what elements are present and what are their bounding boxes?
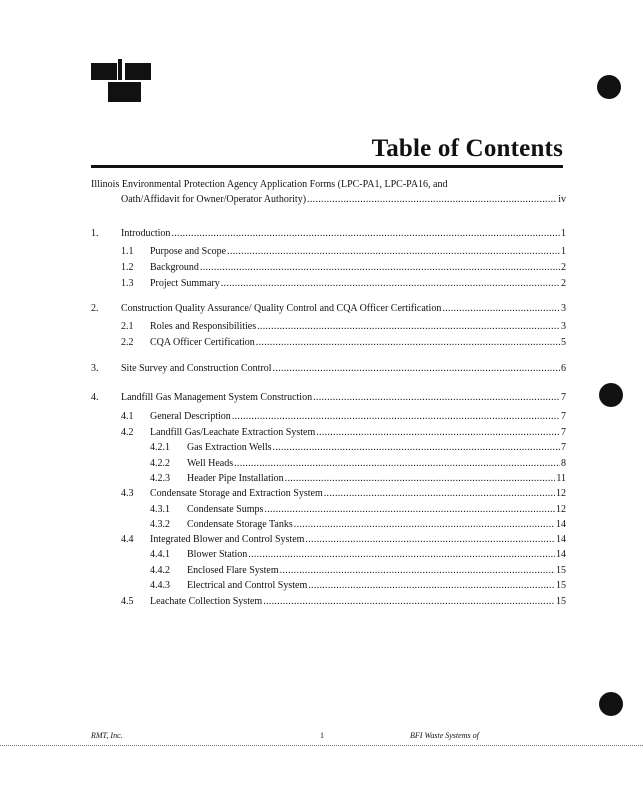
toc-leader xyxy=(308,579,555,593)
toc-entry-label: Condensate Sumps xyxy=(187,504,264,515)
toc-entry-label: Integrated Blower and Control System xyxy=(150,534,305,545)
toc-entry-page: 14 xyxy=(556,519,566,530)
toc-entry-page: 11 xyxy=(556,473,566,484)
toc-entry-page: 2 xyxy=(561,278,566,289)
toc-entry-forms-line2-row xyxy=(91,193,566,207)
toc-entry[interactable] xyxy=(91,227,566,241)
toc-entry[interactable] xyxy=(91,441,566,455)
toc-entry-label: Landfill Gas/Leachate Extraction System xyxy=(150,427,316,438)
toc-entry-label: Gas Extraction Wells xyxy=(187,442,272,453)
toc-entry[interactable] xyxy=(91,518,566,532)
toc-entry-page: 15 xyxy=(556,596,566,607)
toc-entry-number: 4. xyxy=(91,392,99,403)
toc-entry-page: 7 xyxy=(561,442,566,453)
toc-leader xyxy=(316,426,560,440)
toc-entry[interactable] xyxy=(91,261,566,275)
toc-entry-number: 1.2 xyxy=(121,262,134,273)
punch-hole-middle xyxy=(599,383,623,407)
toc-entry-number: 4.4.2 xyxy=(150,565,170,576)
toc-entry-number: 4.2.3 xyxy=(150,473,170,484)
toc-leader xyxy=(234,457,560,471)
toc-entry-number: 4.3.2 xyxy=(150,519,170,530)
toc-leader xyxy=(273,441,560,455)
toc-entry-label: Background xyxy=(150,262,199,273)
toc-entry[interactable] xyxy=(91,548,566,562)
toc-entry-label: Introduction xyxy=(121,228,171,239)
toc-entry-label: Well Heads xyxy=(187,458,234,469)
toc-entry-number: 4.4.1 xyxy=(150,549,170,560)
toc-entry-label: Construction Quality Assurance/ Quality Control and CQA Officer Certification xyxy=(121,303,442,314)
toc-entry-page: 7 xyxy=(561,392,566,403)
toc-entry-label: Purpose and Scope xyxy=(150,246,227,257)
toc-entry-forms-line2: Oath/Affidavit for Owner/Operator Authority) xyxy=(121,194,307,205)
toc-entry-label: Enclosed Flare System xyxy=(187,565,279,576)
toc-leader xyxy=(324,487,555,501)
toc-entry-number: 2.1 xyxy=(121,321,134,332)
toc-entry-number: 1. xyxy=(91,228,99,239)
toc-leader xyxy=(285,472,556,486)
toc-entry-label: Roles and Responsibilities xyxy=(150,321,257,332)
toc-entry-forms-line1: Illinois Environmental Protection Agency Application Forms (LPC-PA1, LPC-PA16, and xyxy=(91,179,448,190)
toc-entry-number: 2. xyxy=(91,303,99,314)
toc-leader xyxy=(273,362,560,376)
toc-entry-number: 4.5 xyxy=(121,596,134,607)
toc-leader xyxy=(227,245,560,259)
toc-leader xyxy=(305,533,555,547)
toc-entry-page: 6 xyxy=(561,363,566,374)
footer-page-number: 1 xyxy=(320,731,324,740)
toc-entry[interactable] xyxy=(91,277,566,291)
toc-entry-page: 14 xyxy=(556,549,566,560)
toc-entry-page: 3 xyxy=(561,303,566,314)
toc-entry-number: 3. xyxy=(91,363,99,374)
title-rule xyxy=(91,165,563,168)
toc-entry-label: Blower Station xyxy=(187,549,248,560)
toc-leader xyxy=(294,518,555,532)
toc-entry-page: 3 xyxy=(561,321,566,332)
toc-entry-page: 1 xyxy=(561,246,566,257)
toc-leader xyxy=(248,548,555,562)
toc-leader xyxy=(264,503,555,517)
toc-entry-page: 12 xyxy=(556,488,566,499)
toc-leader xyxy=(257,320,560,334)
footer-left: RMT, Inc. xyxy=(91,731,123,740)
toc-entry-page: 2 xyxy=(561,262,566,273)
toc-entry-label: Electrical and Control System xyxy=(187,580,308,591)
toc-leader xyxy=(200,261,560,275)
toc-entry-label: Condensate Storage Tanks xyxy=(187,519,293,530)
toc-entry-page: 7 xyxy=(561,411,566,422)
toc-entry[interactable] xyxy=(91,362,566,376)
toc-entry[interactable] xyxy=(91,245,566,259)
toc-leader xyxy=(221,277,560,291)
company-logo xyxy=(91,59,151,103)
toc-entry[interactable] xyxy=(91,533,566,547)
toc-entry-number: 1.1 xyxy=(121,246,134,257)
toc-entry-label: Leachate Collection System xyxy=(150,596,263,607)
toc-entry-number: 4.2.2 xyxy=(150,458,170,469)
toc-entry[interactable] xyxy=(91,302,566,316)
toc-entry-page: 12 xyxy=(556,504,566,515)
toc-entry-number: 4.4.3 xyxy=(150,580,170,591)
toc-entry-label: CQA Officer Certification xyxy=(150,337,255,348)
toc-entry-number: 4.4 xyxy=(121,534,134,545)
toc-entry-number: 4.3 xyxy=(121,488,134,499)
toc-entry-number: 4.2.1 xyxy=(150,442,170,453)
toc-entry[interactable] xyxy=(91,336,566,350)
toc-entry[interactable] xyxy=(91,320,566,334)
toc-page-forms: iv xyxy=(558,194,566,205)
toc-leader xyxy=(442,302,560,316)
toc-entry[interactable] xyxy=(91,595,566,609)
toc-entry-forms[interactable] xyxy=(91,178,566,205)
toc-leader xyxy=(171,227,560,241)
toc-entry[interactable] xyxy=(91,472,566,486)
toc-entry-page: 14 xyxy=(556,534,566,545)
punch-hole-bottom xyxy=(599,692,623,716)
toc-entry-number: 2.2 xyxy=(121,337,134,348)
toc-entry-number: 1.3 xyxy=(121,278,134,289)
toc-entry-label: General Description xyxy=(150,411,231,422)
toc-entry-page: 15 xyxy=(556,565,566,576)
toc-entry-label: Project Summary xyxy=(150,278,220,289)
toc-leader xyxy=(256,336,560,350)
toc-entry-label: Landfill Gas Management System Construction xyxy=(121,392,313,403)
toc-entry[interactable] xyxy=(91,503,566,517)
toc-entry-page: 15 xyxy=(556,580,566,591)
toc-leader xyxy=(313,391,560,405)
toc-entry-label: Condensate Storage and Extraction System xyxy=(150,488,323,499)
toc-leader xyxy=(307,193,557,207)
toc-entry-number: 4.1 xyxy=(121,411,134,422)
toc-entry[interactable] xyxy=(91,457,566,471)
toc-entry-page: 7 xyxy=(561,427,566,438)
toc-entry[interactable] xyxy=(91,487,566,501)
toc-leader xyxy=(232,410,560,424)
toc-entry[interactable] xyxy=(91,564,566,578)
toc-entry-number: 4.3.1 xyxy=(150,504,170,515)
page-title: Table of Contents xyxy=(371,135,563,162)
footer-right: BFI Waste Systems of xyxy=(410,731,479,740)
toc-entry[interactable] xyxy=(91,410,566,424)
toc-entry[interactable] xyxy=(91,426,566,440)
toc-entry-number: 4.2 xyxy=(121,427,134,438)
toc-leader xyxy=(280,564,555,578)
toc-entry-page: 1 xyxy=(561,228,566,239)
toc-leader xyxy=(263,595,555,609)
toc-entry-label: Site Survey and Construction Control xyxy=(121,363,272,374)
toc-entry[interactable] xyxy=(91,579,566,593)
punch-hole-top xyxy=(597,75,621,99)
toc-entry-page: 5 xyxy=(561,337,566,348)
toc-entry[interactable] xyxy=(91,391,566,405)
scan-artifact-line xyxy=(0,745,643,746)
toc-entry-page: 8 xyxy=(561,458,566,469)
toc-entry-label: Header Pipe Installation xyxy=(187,473,284,484)
